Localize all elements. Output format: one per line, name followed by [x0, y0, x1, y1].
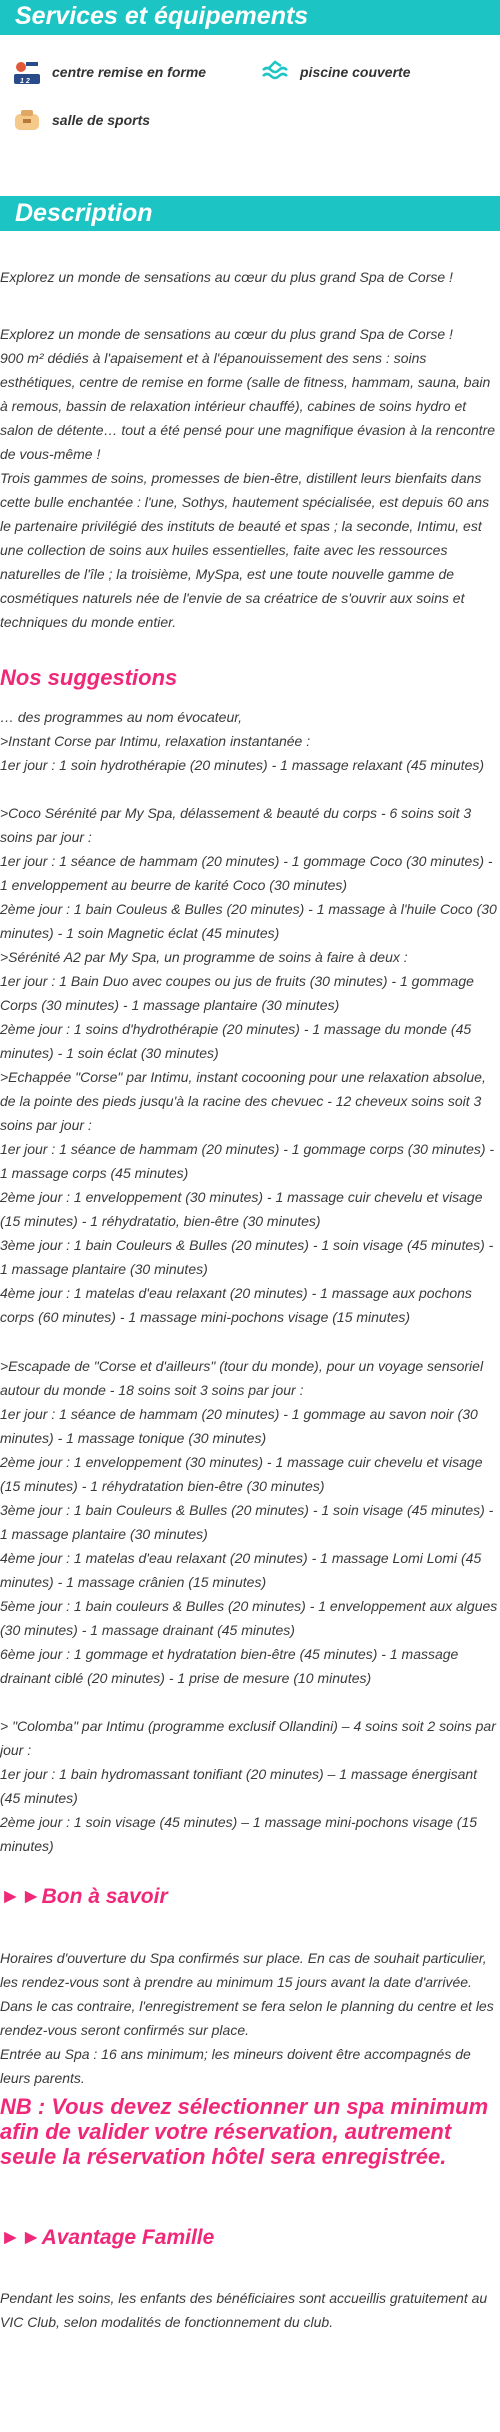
- amenity-fitness: [10, 55, 206, 89]
- list-item: 4ème jour : 1 matelas d'eau relaxant (20 minutes) - 1 massage aux pochons corps (60 minutes) - 1 massage mini-pochons visage (15 minutes): [0, 1285, 472, 1325]
- list-item: 1er jour : 1 bain hydromassant tonifiant (20 minutes) – 1 massage énergisant (45 minutes): [0, 1766, 478, 1806]
- fitness-icon: [10, 55, 44, 89]
- info-para: Entrée au Spa : 16 ans minimum; les mineurs doivent être accompagnés de leurs parents.: [0, 2046, 471, 2086]
- gym-icon: [10, 103, 44, 137]
- amenity-label: salle de sports: [52, 112, 151, 128]
- list-item: 1er jour : 1 soin hydrothérapie (20 minutes) - 1 massage relaxant (45 minutes): [0, 757, 485, 773]
- list-item: 1er jour : 1 séance de hammam (20 minutes) - 1 gommage au savon noir (30 minutes) - 1 massage tonique (30 minutes): [0, 1406, 478, 1446]
- amenity-label: piscine couverte: [300, 64, 411, 80]
- list-item: … des programmes au nom évocateur,: [0, 709, 243, 725]
- list-item: 4ème jour : 1 matelas d'eau relaxant (20 minutes) - 1 massage Lomi Lomi (45 minutes) - 1 massage crânien (15 minutes): [0, 1550, 482, 1590]
- services-title: Services et équipements: [0, 0, 500, 35]
- description-body: [0, 322, 500, 634]
- list-item: 2ème jour : 1 soins d'hydrothérapie (20 minutes) - 1 massage du monde (45 minutes) - 1 soin éclat (30 minutes): [0, 1021, 472, 1061]
- list-item: 3ème jour : 1 bain Couleurs & Bulles (20 minutes) - 1 soin visage (45 minutes) - 1 massage plantaire (30 minutes): [0, 1502, 494, 1542]
- suggestions-title: Nos suggestions: [0, 665, 178, 690]
- description-para: Explorez un monde de sensations au cœur du plus grand Spa de Corse !: [0, 326, 453, 342]
- suggestions-block-c: [0, 1354, 500, 1690]
- list-item: 1er jour : 1 Bain Duo avec coupes ou jus de fruits (30 minutes) - 1 gommage Corps (30 minutes) - 1 massage plantaire (30 minutes): [0, 973, 474, 1013]
- list-item: 1er jour : 1 séance de hammam (20 minutes) - 1 gommage Coco (30 minutes) - 1 enveloppement au beurre de karité Coco (30 minutes): [0, 853, 493, 893]
- suggestions-block-d: [0, 1714, 500, 1858]
- suggestions-block-a: [0, 705, 500, 777]
- avantage-famille-body: Pendant les soins, les enfants des bénéficiaires sont accueillis gratuitement au VIC Club, selon modalités de fonctionnement du club.: [0, 2290, 488, 2330]
- list-item: 5ème jour : 1 bain couleurs & Bulles (20 minutes) - 1 enveloppement aux algues (30 minutes) - 1 massage drainant (45 minutes): [0, 1598, 498, 1638]
- suggestions-block-b: [0, 801, 500, 1329]
- list-item: >Escapade de "Corse et d'ailleurs" (tour du monde), pour un voyage sensoriel autour du monde - 18 soins soit 3 soins par jour :: [0, 1358, 484, 1398]
- list-item: 6ème jour : 1 gommage et hydratation bien-être (45 minutes) - 1 massage drainant ciblé (20 minutes) - 1 prise de mesure (10 minutes): [0, 1646, 459, 1686]
- list-item: 2ème jour : 1 soin visage (45 minutes) – 1 massage mini-pochons visage (15 minutes): [0, 1814, 478, 1854]
- list-item: 2ème jour : 1 enveloppement (30 minutes) - 1 massage cuir chevelu et visage (15 minutes) - 1 réhydratatio, bien-être (30 minutes): [0, 1189, 483, 1229]
- list-item: >Instant Corse par Intimu, relaxation instantanée :: [0, 733, 311, 749]
- list-item: 1er jour : 1 séance de hammam (20 minutes) - 1 gommage corps (30 minutes) - 1 massage corps (45 minutes): [0, 1141, 495, 1181]
- description-para: 900 m² dédiés à l'apaisement et à l'épanouissement des sens : soins esthétiques, centre de remise en forme (salle de fitness, hammam, sauna, bain à remous, bassin de relaxation intérieur chauffé), cabines de soins hydro et salon de détente… tout a été pensé pour une magnifique évasion à la rencontre de vous-même !: [0, 350, 496, 462]
- list-item: 2ème jour : 1 enveloppement (30 minutes) - 1 massage cuir chevelu et visage (15 minutes) - 1 réhydratation bien-être (30 minutes): [0, 1454, 483, 1494]
- description-intro: Explorez un monde de sensations au cœur du plus grand Spa de Corse !: [0, 269, 453, 285]
- info-para: Horaires d'ouverture du Spa confirmés sur place. En cas de souhait particulier, les rendez-vous sont à prendre au minimum 15 jours avant la date d'arrivée. Dans le cas contraire, l'enregistrement se fera selon le planning du centre et les rendez-vous seront confirmés sur place.: [0, 1950, 494, 2038]
- list-item: > "Colomba" par Intimu (programme exclusif Ollandini) – 4 soins soit 2 soins par jour :: [0, 1718, 496, 1758]
- list-item: 3ème jour : 1 bain Couleurs & Bulles (20 minutes) - 1 soin visage (45 minutes) - 1 massage plantaire (30 minutes): [0, 1237, 494, 1277]
- bon-a-savoir-body: [0, 1946, 500, 2090]
- amenity-pool: [258, 55, 411, 89]
- description-title: Description: [0, 196, 500, 231]
- list-item: 2ème jour : 1 bain Couleus & Bulles (20 minutes) - 1 massage à l'huile Coco (30 minutes) - 1 soin Magnetic éclat (45 minutes): [0, 901, 497, 941]
- svg-text:1 2: 1 2: [20, 78, 30, 85]
- amenity-gym: [10, 103, 150, 137]
- list-item: >Echappée "Corse" par Intimu, instant cocooning pour une relaxation absolue, de la pointe des pieds jusqu'à la racine des chevuec - 12 cheveux soins soit 3 soins par jour :: [0, 1069, 486, 1133]
- list-item: >Sérénité A2 par My Spa, un programme de soins à faire à deux :: [0, 949, 408, 965]
- list-item: >Coco Sérénité par My Spa, délassement & beauté du corps - 6 soins soit 3 soins par jour :: [0, 805, 472, 845]
- avantage-famille-title: ►►Avantage Famille: [0, 2226, 215, 2249]
- amenity-label: centre remise en forme: [52, 64, 207, 80]
- description-para: Trois gammes de soins, promesses de bien-être, distillent leurs bienfaits dans cette bulle enchantée : l'une, Sothys, hautement spécialisée, est depuis 60 ans le partenaire privilégié des instituts de beauté et spas ; la seconde, Intimu, est une collection de soins aux huiles essentielles, faite avec les ressources naturelles de l'île ; la troisième, MySpa, est une toute nouvelle gamme de cosmétiques naturels née de l'envie de sa créatrice de s'ouvrir aux soins et techniques du monde entier.: [0, 470, 490, 630]
- bon-a-savoir-title: ►►Bon à savoir: [0, 1885, 168, 1908]
- nb-notice: NB : Vous devez sélectionner un spa minimum afin de valider votre réservation, autrement seule la réservation hôtel sera enregistrée.: [0, 2094, 489, 2169]
- pool-icon: [258, 55, 292, 89]
